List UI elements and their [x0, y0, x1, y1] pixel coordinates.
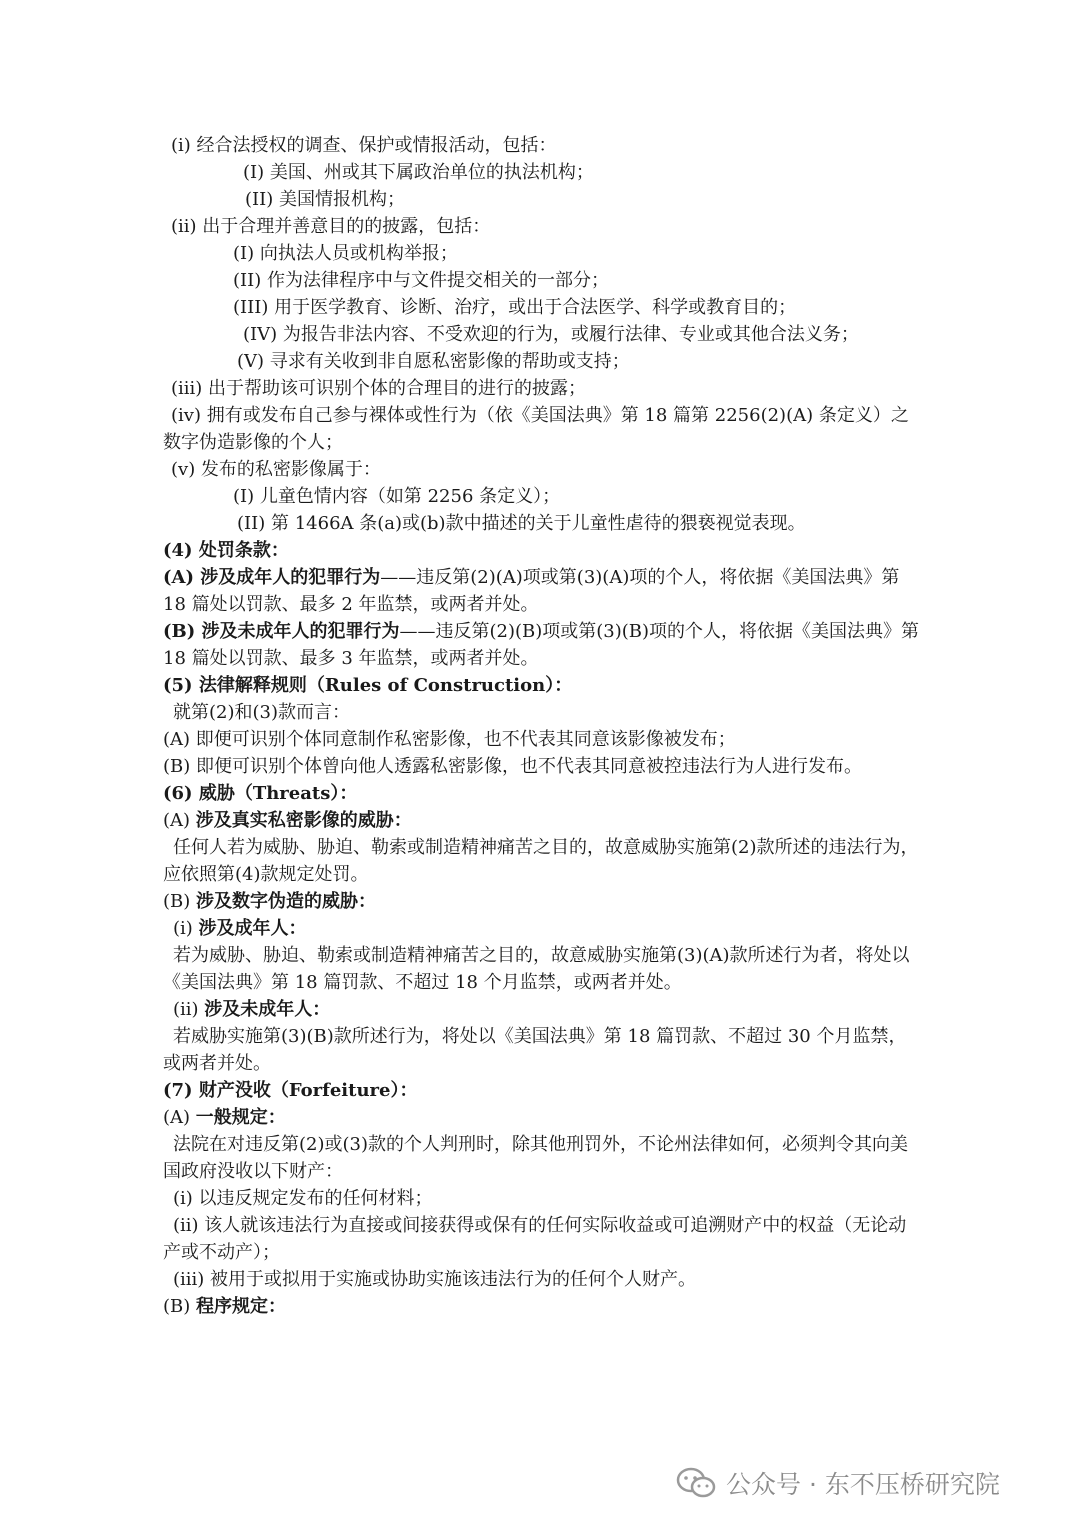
document-page — [163, 132, 923, 1320]
penalty-adult-text: ——违反第(2)(A)项或第(3)(A)项的个人，将依据《美国法典》第 18 篇处以罚款、最多 2 年监禁，或两者并处。 — [163, 567, 900, 615]
threats-b-i-prefix: (i) — [173, 918, 199, 939]
threats-a-label: 涉及真实私密影像的威胁： — [195, 810, 412, 831]
forfeiture-a-prefix: (A) — [163, 1107, 196, 1128]
section-5-heading: (5) 法律解释规则（Rules of Construction）： — [163, 675, 573, 696]
section-7-heading: (7) 财产没收（Forfeiture）： — [163, 1080, 418, 1101]
threats-b-i-label: 涉及成年人： — [198, 918, 307, 939]
subclause-I: (I) 向执法人员或机构举报； — [233, 243, 458, 264]
subclause-I: (I) 儿童色情内容（如第 2256 条定义）； — [233, 486, 561, 507]
threats-b-ii-prefix: (ii) — [173, 999, 205, 1020]
clause-iii: (iii) 出于帮助该可识别个体的合理目的进行的披露； — [171, 378, 587, 399]
threats-b-ii-text: 若威胁实施第(3)(B)款所述行为，将处以《美国法典》第 18 篇罚款、不超过 30 个月监禁，或两者并处。 — [163, 1026, 907, 1074]
clause-v: (v) 发布的私密影像属于： — [171, 459, 381, 480]
penalty-minor — [163, 618, 923, 672]
threats-b-ii-heading — [163, 996, 923, 1023]
penalty-minor-label: (B) 涉及未成年人的犯罪行为 — [163, 621, 400, 642]
penalty-adult-label: (A) 涉及成年人的犯罪行为 — [163, 567, 381, 588]
construction-b: (B) 即便可识别个体曾向他人透露私密影像，也不代表其同意被控违法行为人进行发布。 — [163, 756, 862, 777]
penalty-minor-text: ——违反第(2)(B)项或第(3)(B)项的个人，将依据《美国法典》第 18 篇处以罚款、最多 3 年监禁，或两者并处。 — [163, 621, 920, 669]
section-6-heading: (6) 威胁（Threats）： — [163, 783, 358, 804]
forfeiture-a-label: 一般规定： — [195, 1107, 286, 1128]
threats-b-ii-label: 涉及未成年人： — [204, 999, 331, 1020]
subclause-I: (I) 美国、州或其下属政治单位的执法机构； — [243, 162, 594, 183]
watermark — [676, 1462, 1000, 1504]
threats-b-i-heading — [163, 915, 923, 942]
subclause-II: (II) 第 1466A 条(a)或(b)款中描述的关于儿童性虐待的猥亵视觉表现。 — [237, 513, 806, 534]
threats-b-heading — [163, 888, 923, 915]
watermark-text: 公众号 · 东不压桥研究院 — [726, 1470, 1000, 1499]
subclause-III: (III) 用于医学教育、诊断、治疗，或出于合法医学、科学或教育目的； — [233, 297, 797, 318]
subclause-II: (II) 美国情报机构； — [245, 189, 405, 210]
threats-b-label: 涉及数字伪造的威胁： — [196, 891, 376, 912]
clause-ii: (ii) 出于合理并善意目的的披露，包括： — [171, 216, 491, 237]
forfeiture-b-prefix: (B) — [163, 1296, 196, 1317]
forfeiture-b-label: 程序规定： — [196, 1296, 286, 1317]
clause-i: (i) 经合法授权的调查、保护或情报活动，包括： — [171, 135, 557, 156]
subclause-IV: (IV) 为报告非法内容、不受欢迎的行为，或履行法律、专业或其他合法义务； — [243, 324, 859, 345]
forfeiture-b-heading — [163, 1293, 923, 1320]
forfeiture-i: (i) 以违反规定发布的任何材料； — [173, 1188, 433, 1209]
wechat-icon — [676, 1467, 716, 1499]
threats-b-i-text: 若为威胁、胁迫、勒索或制造精神痛苦之目的，故意威胁实施第(3)(A)款所述行为者，将处以《美国法典》第 18 篇罚款、不超过 18 个月监禁，或两者并处。 — [163, 945, 910, 993]
threats-a-heading — [163, 807, 923, 834]
threats-b-prefix: (B) — [163, 891, 196, 912]
forfeiture-iii: (iii) 被用于或拟用于实施或协助实施该违法行为的任何个人财产。 — [173, 1269, 697, 1290]
construction-a: (A) 即便可识别个体同意制作私密影像，也不代表其同意该影像被发布； — [163, 729, 736, 750]
forfeiture-a-heading — [163, 1104, 923, 1131]
section-4-heading: (4) 处罚条款： — [163, 540, 289, 561]
clause-iv: (iv) 拥有或发布自己参与裸体或性行为（依《美国法典》第 18 篇第 2256(2)(A) 条定义）之数字伪造影像的个人； — [163, 405, 909, 453]
subclause-II: (II) 作为法律程序中与文件提交相关的一部分； — [233, 270, 609, 291]
penalty-adult — [163, 564, 923, 618]
section-5-intro: 就第(2)和(3)款而言： — [173, 702, 350, 723]
threats-a-prefix: (A) — [163, 810, 196, 831]
forfeiture-a-text: 法院在对违反第(2)或(3)款的个人判刑时，除其他刑罚外，不论州法律如何，必须判令其向美国政府没收以下财产： — [163, 1134, 908, 1182]
subclause-V: (V) 寻求有关收到非自愿私密影像的帮助或支持； — [237, 351, 630, 372]
threats-a-text: 任何人若为威胁、胁迫、勒索或制造精神痛苦之目的，故意威胁实施第(2)款所述的违法行为，应依照第(4)款规定处罚。 — [163, 837, 919, 885]
forfeiture-ii: (ii) 该人就该违法行为直接或间接获得或保有的任何实际收益或可追溯财产中的权益（无论动产或不动产）； — [163, 1215, 907, 1263]
